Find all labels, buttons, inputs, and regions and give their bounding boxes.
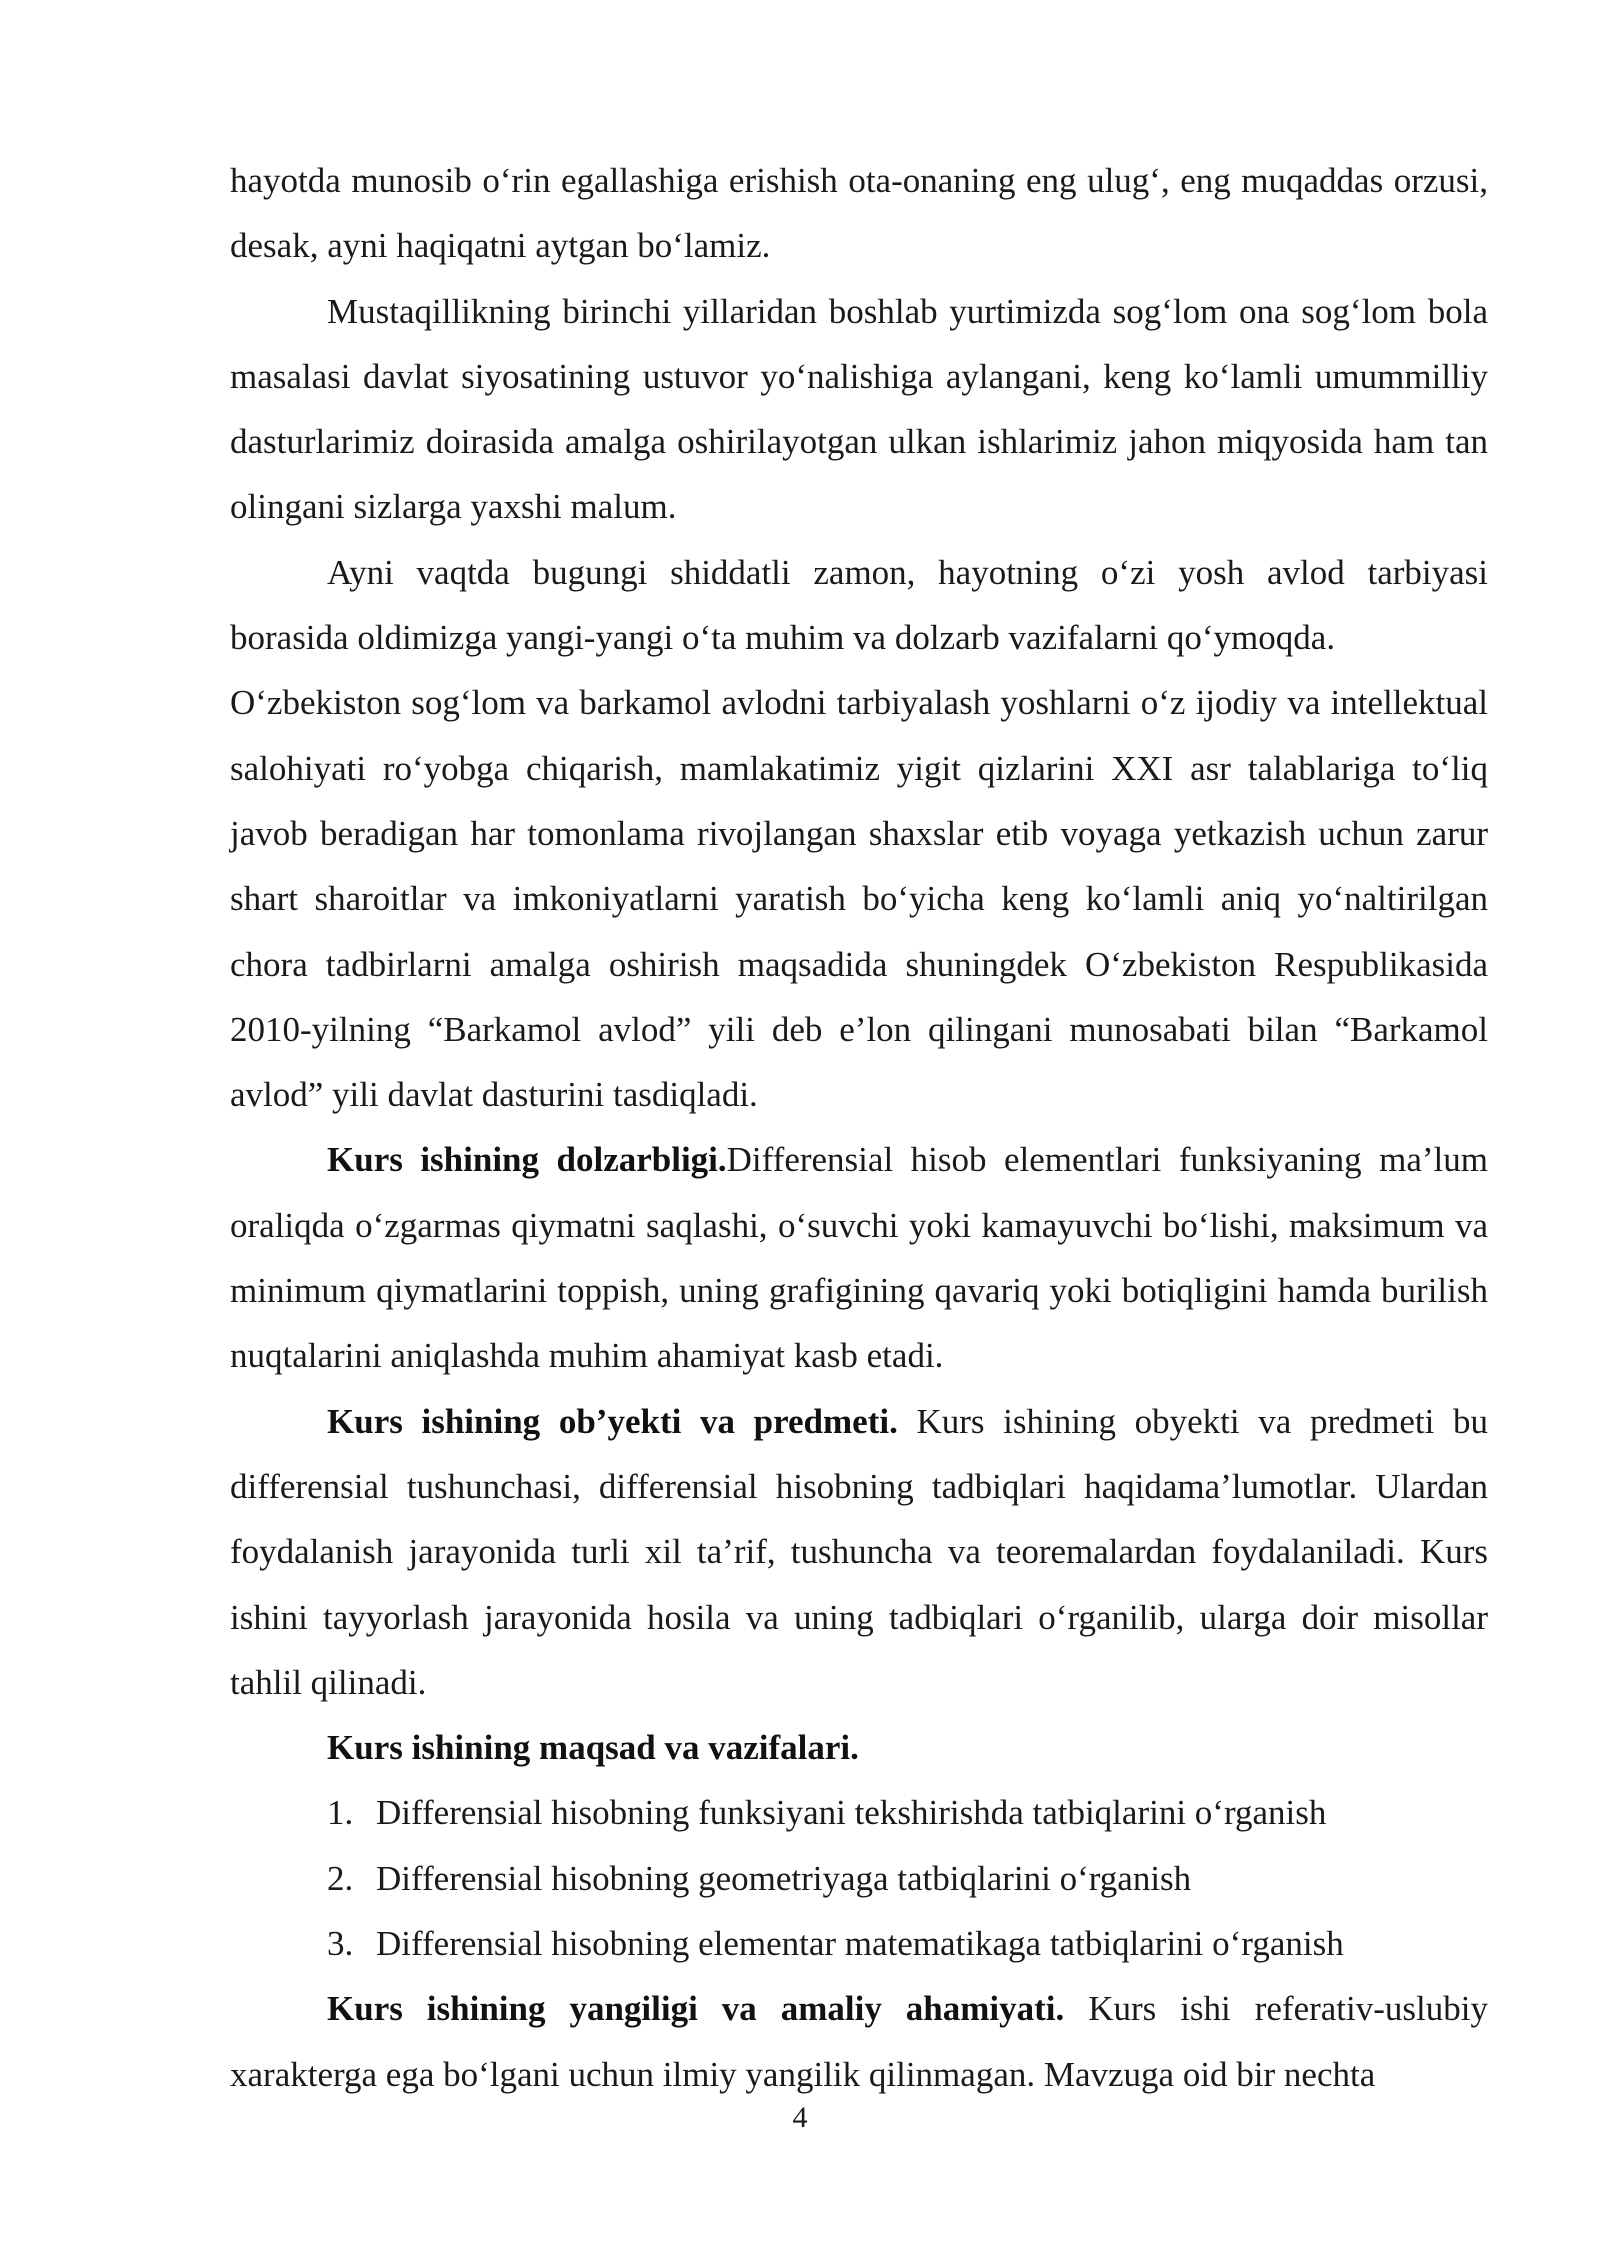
list-item — [230, 1911, 1488, 1976]
list-item-text: Differensial hisobning funksiyani tekshirishda tatbiqlarini o‘rganish — [376, 1793, 1327, 1833]
list-item-number: 1. — [327, 1793, 354, 1833]
object-label: Kurs ishining ob’yekti va predmeti. — [327, 1401, 898, 1441]
novelty-label: Kurs ishining yangiligi va amaliy ahamiyati. — [327, 1989, 1065, 2029]
list-item-number: 3. — [327, 1924, 354, 1964]
goals-heading: Kurs ishining maqsad va vazifalari. — [327, 1728, 859, 1768]
list-item — [230, 1780, 1488, 1845]
relevance-label: Kurs ishining dolzarbligi. — [327, 1140, 727, 1180]
list-item-text: Differensial hisobning geometriyaga tatbiqlarini o‘rganish — [376, 1858, 1192, 1898]
section-object-subject — [230, 1389, 1488, 1715]
list-item — [230, 1846, 1488, 1911]
document-page — [230, 148, 1488, 2107]
goals-list — [230, 1780, 1488, 1976]
object-text: Kurs ishining obyekti va predmeti bu differensial tushunchasi, differensial hisobning tadbiqlari haqidama’lumotlar. Ulardan foydalanish jarayonida turli xil ta’rif, tushuncha va teoremalardan foydalaniladi. Kurs ishini tayyorlash jarayonida hosila va uning tadbiqlari o‘rganilib, ularga doir misollar tahlil qilinadi. — [230, 1401, 1488, 1702]
novelty-text: Kurs ishi referativ-uslubiy xarakterga ega bo‘lgani uchun ilmiy yangilik qilinmagan. Mavzuga oid bir nechta — [230, 1989, 1488, 2094]
paragraph-barkamol-avlod: O‘zbekiston sog‘lom va barkamol avlodni tarbiyalash yoshlarni o‘z ijodiy va intellektual salohiyati ro‘yobga chiqarish, mamlakatimiz yigit qizlarini XXI asr talablariga to‘liq javob beradigan har tomonlama rivojlangan shaxslar etib voyaga yetkazish uchun zarur shart sharoitlar va imkoniyatlarni yaratish bo‘yicha keng ko‘lamli aniq yo‘naltirilgan chora tadbirlarni amalga oshirish maqsadida shuningdek O‘zbekiston Respublikasida 2010-yilning “Barkamol avlod” yili deb e’lon qilingani munosabati bilan “Barkamol avlod” yili davlat dasturini tasdiqladi. — [230, 683, 1488, 1115]
list-item-number: 2. — [327, 1858, 354, 1898]
relevance-text: Differensial hisob elementlari funksiyaning ma’lum oraliqda o‘zgarmas qiymatni saqlashi, o‘suvchi yoki kamayuvchi bo‘lishi, maksimum va minimum qiymatlarini toppish, uning grafigining qavariq yoki botiqligini hamda burilish nuqtalarini aniqlashda muhim ahamiyat kasb etadi. — [230, 1140, 1488, 1376]
section-novelty — [230, 1976, 1488, 2107]
page-number: 4 — [792, 2101, 808, 2134]
paragraph-current-time: Ayni vaqtda bugungi shiddatli zamon, hayotning o‘zi yosh avlod tarbiyasi borasida oldimizga yangi-yangi o‘ta muhim va dolzarb vazifalarni qo‘ymoqda. — [230, 552, 1488, 658]
paragraph-independence: Mustaqillikning birinchi yillaridan boshlab yurtimizda sog‘lom ona sog‘lom bola masalasi davlat siyosatining ustuvor yo‘nalishiga aylangani, keng ko‘lamli umummilliy dasturlarimiz doirasida amalga oshirilayotgan ulkan ishlarimiz jahon miqyosida ham tan olingani sizlarga yaxshi malum. — [230, 291, 1488, 527]
list-item-text: Differensial hisobning elementar matematikaga tatbiqlarini o‘rganish — [376, 1924, 1344, 1964]
paragraph-continuation: hayotda munosib o‘rin egallashiga erishish ota-onaning eng ulug‘, eng muqaddas orzusi, desak, ayni haqiqatni aytgan bo‘lamiz. — [230, 161, 1488, 266]
section-relevance — [230, 1127, 1488, 1388]
